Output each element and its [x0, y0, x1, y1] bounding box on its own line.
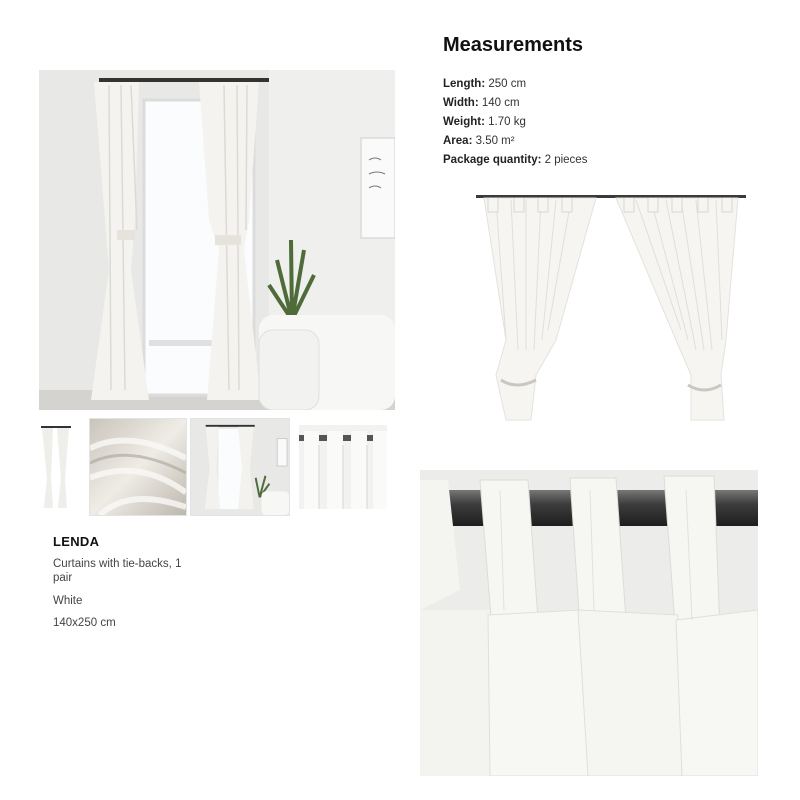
product-size: 140x250 cm	[53, 617, 116, 629]
thumbnail-tab-tops[interactable]	[299, 425, 387, 509]
product-color: White	[53, 595, 83, 607]
spec-package-quantity: Package quantity: 2 pieces	[443, 154, 588, 166]
spec-weight: Weight: 1.70 kg	[443, 116, 526, 128]
product-description: Curtains with tie-backs, 1 pair	[53, 558, 182, 584]
measurements-title: Measurements	[443, 34, 584, 56]
thumbnail-fabric-texture[interactable]	[89, 418, 187, 516]
tab-top-detail-image	[420, 470, 758, 776]
main-product-photo	[39, 70, 395, 410]
thumbnail-room-view[interactable]	[190, 418, 290, 516]
product-name: LENDA	[53, 534, 100, 549]
curtain-product-image	[476, 190, 746, 430]
spec-width: Width: 140 cm	[443, 97, 520, 109]
spec-area: Area: 3.50 m²	[443, 135, 515, 147]
spec-length: Length: 250 cm	[443, 78, 527, 90]
